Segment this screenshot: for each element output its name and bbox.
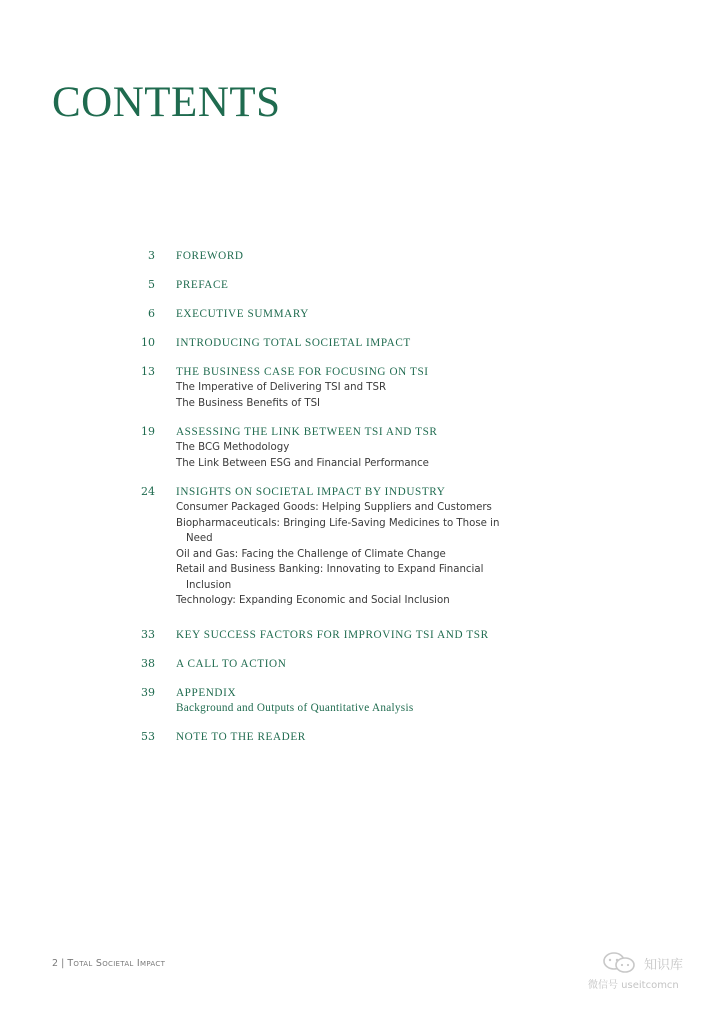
toc-entry-key-success-factors[interactable] — [120, 627, 540, 643]
toc-page-number: 33 — [141, 627, 155, 641]
footer-separator: | — [61, 958, 65, 969]
toc-subheading[interactable] — [176, 562, 540, 593]
toc-heading[interactable]: PREFACE — [176, 279, 229, 291]
toc-heading[interactable]: NOTE TO THE READER — [176, 731, 306, 743]
toc-heading[interactable]: INSIGHTS ON SOCIETAL IMPACT BY INDUSTRY — [176, 486, 446, 498]
watermark-title: 知识库 — [644, 958, 684, 973]
table-of-contents — [120, 248, 540, 758]
toc-entry-executive-summary[interactable] — [120, 306, 540, 322]
toc-page-number: 24 — [141, 485, 155, 498]
toc-page-number: 13 — [141, 365, 155, 378]
toc-page-number: 5 — [148, 278, 155, 291]
toc-page-number: 10 — [141, 336, 155, 349]
toc-subheading[interactable]: Background and Outputs of Quantitative Analysis — [176, 701, 414, 714]
toc-entry-preface[interactable] — [120, 277, 540, 293]
toc-heading[interactable]: FOREWORD — [176, 250, 244, 262]
toc-entry-foreword[interactable] — [120, 248, 540, 264]
toc-heading[interactable]: THE BUSINESS CASE FOR FOCUSING ON TSI — [176, 366, 429, 378]
toc-heading[interactable]: EXECUTIVE SUMMARY — [176, 308, 309, 320]
toc-subheading[interactable]: The Imperative of Delivering TSI and TSR — [176, 382, 387, 393]
toc-heading[interactable]: INTRODUCING TOTAL SOCIETAL IMPACT — [176, 337, 411, 349]
toc-entry-introducing-tsi[interactable] — [120, 335, 540, 351]
toc-subheading[interactable]: The Business Benefits of TSI — [176, 397, 321, 409]
watermark — [586, 952, 696, 992]
toc-subheading[interactable]: The Link Between ESG and Financial Performance — [176, 457, 429, 469]
toc-page-number: 39 — [141, 685, 155, 699]
toc-page-number: 6 — [148, 307, 155, 320]
toc-heading[interactable]: A CALL TO ACTION — [176, 657, 287, 670]
toc-page-number: 53 — [141, 730, 155, 743]
toc-subheading-continuation: Inclusion — [186, 579, 232, 591]
toc-subheading[interactable]: The BCG Methodology — [176, 442, 290, 453]
toc-page-number: 19 — [141, 425, 155, 438]
toc-subheading-line: Retail and Business Banking: Innovating to Expand Financial — [176, 564, 484, 575]
toc-subheading[interactable]: Oil and Gas: Facing the Challenge of Climate Change — [176, 548, 446, 560]
toc-subheading[interactable] — [176, 516, 540, 547]
toc-page-number: 38 — [141, 656, 155, 670]
toc-entry-appendix[interactable] — [120, 685, 540, 717]
footer-page-number: 2 — [52, 958, 59, 969]
page-title: CONTENTS — [52, 79, 281, 126]
toc-entry-note-to-reader[interactable] — [120, 729, 540, 745]
toc-subheading-continuation: Need — [186, 533, 213, 544]
toc-subheading-line: Biopharmaceuticals: Bringing Life-Saving Medicines to Those in — [176, 517, 500, 529]
toc-heading[interactable]: APPENDIX — [176, 686, 237, 699]
wechat-icon — [602, 952, 638, 978]
toc-entry-call-to-action[interactable] — [120, 656, 540, 672]
toc-entry-insights-by-industry[interactable] — [120, 484, 540, 609]
toc-entry-assessing-link[interactable] — [120, 424, 540, 471]
page-footer — [52, 958, 165, 969]
toc-heading[interactable]: ASSESSING THE LINK BETWEEN TSI AND TSR — [176, 426, 438, 438]
watermark-subtitle: 微信号 useitcomcn — [588, 980, 679, 991]
toc-entry-business-case[interactable] — [120, 364, 540, 411]
toc-subheading[interactable]: Technology: Expanding Economic and Social Inclusion — [176, 595, 450, 606]
toc-page-number: 3 — [148, 249, 155, 262]
toc-heading[interactable]: KEY SUCCESS FACTORS FOR IMPROVING TSI AND TSR — [176, 628, 489, 641]
toc-subheading[interactable]: Consumer Packaged Goods: Helping Suppliers and Customers — [176, 502, 492, 513]
footer-document-title: Total Societal Impact — [67, 958, 166, 969]
